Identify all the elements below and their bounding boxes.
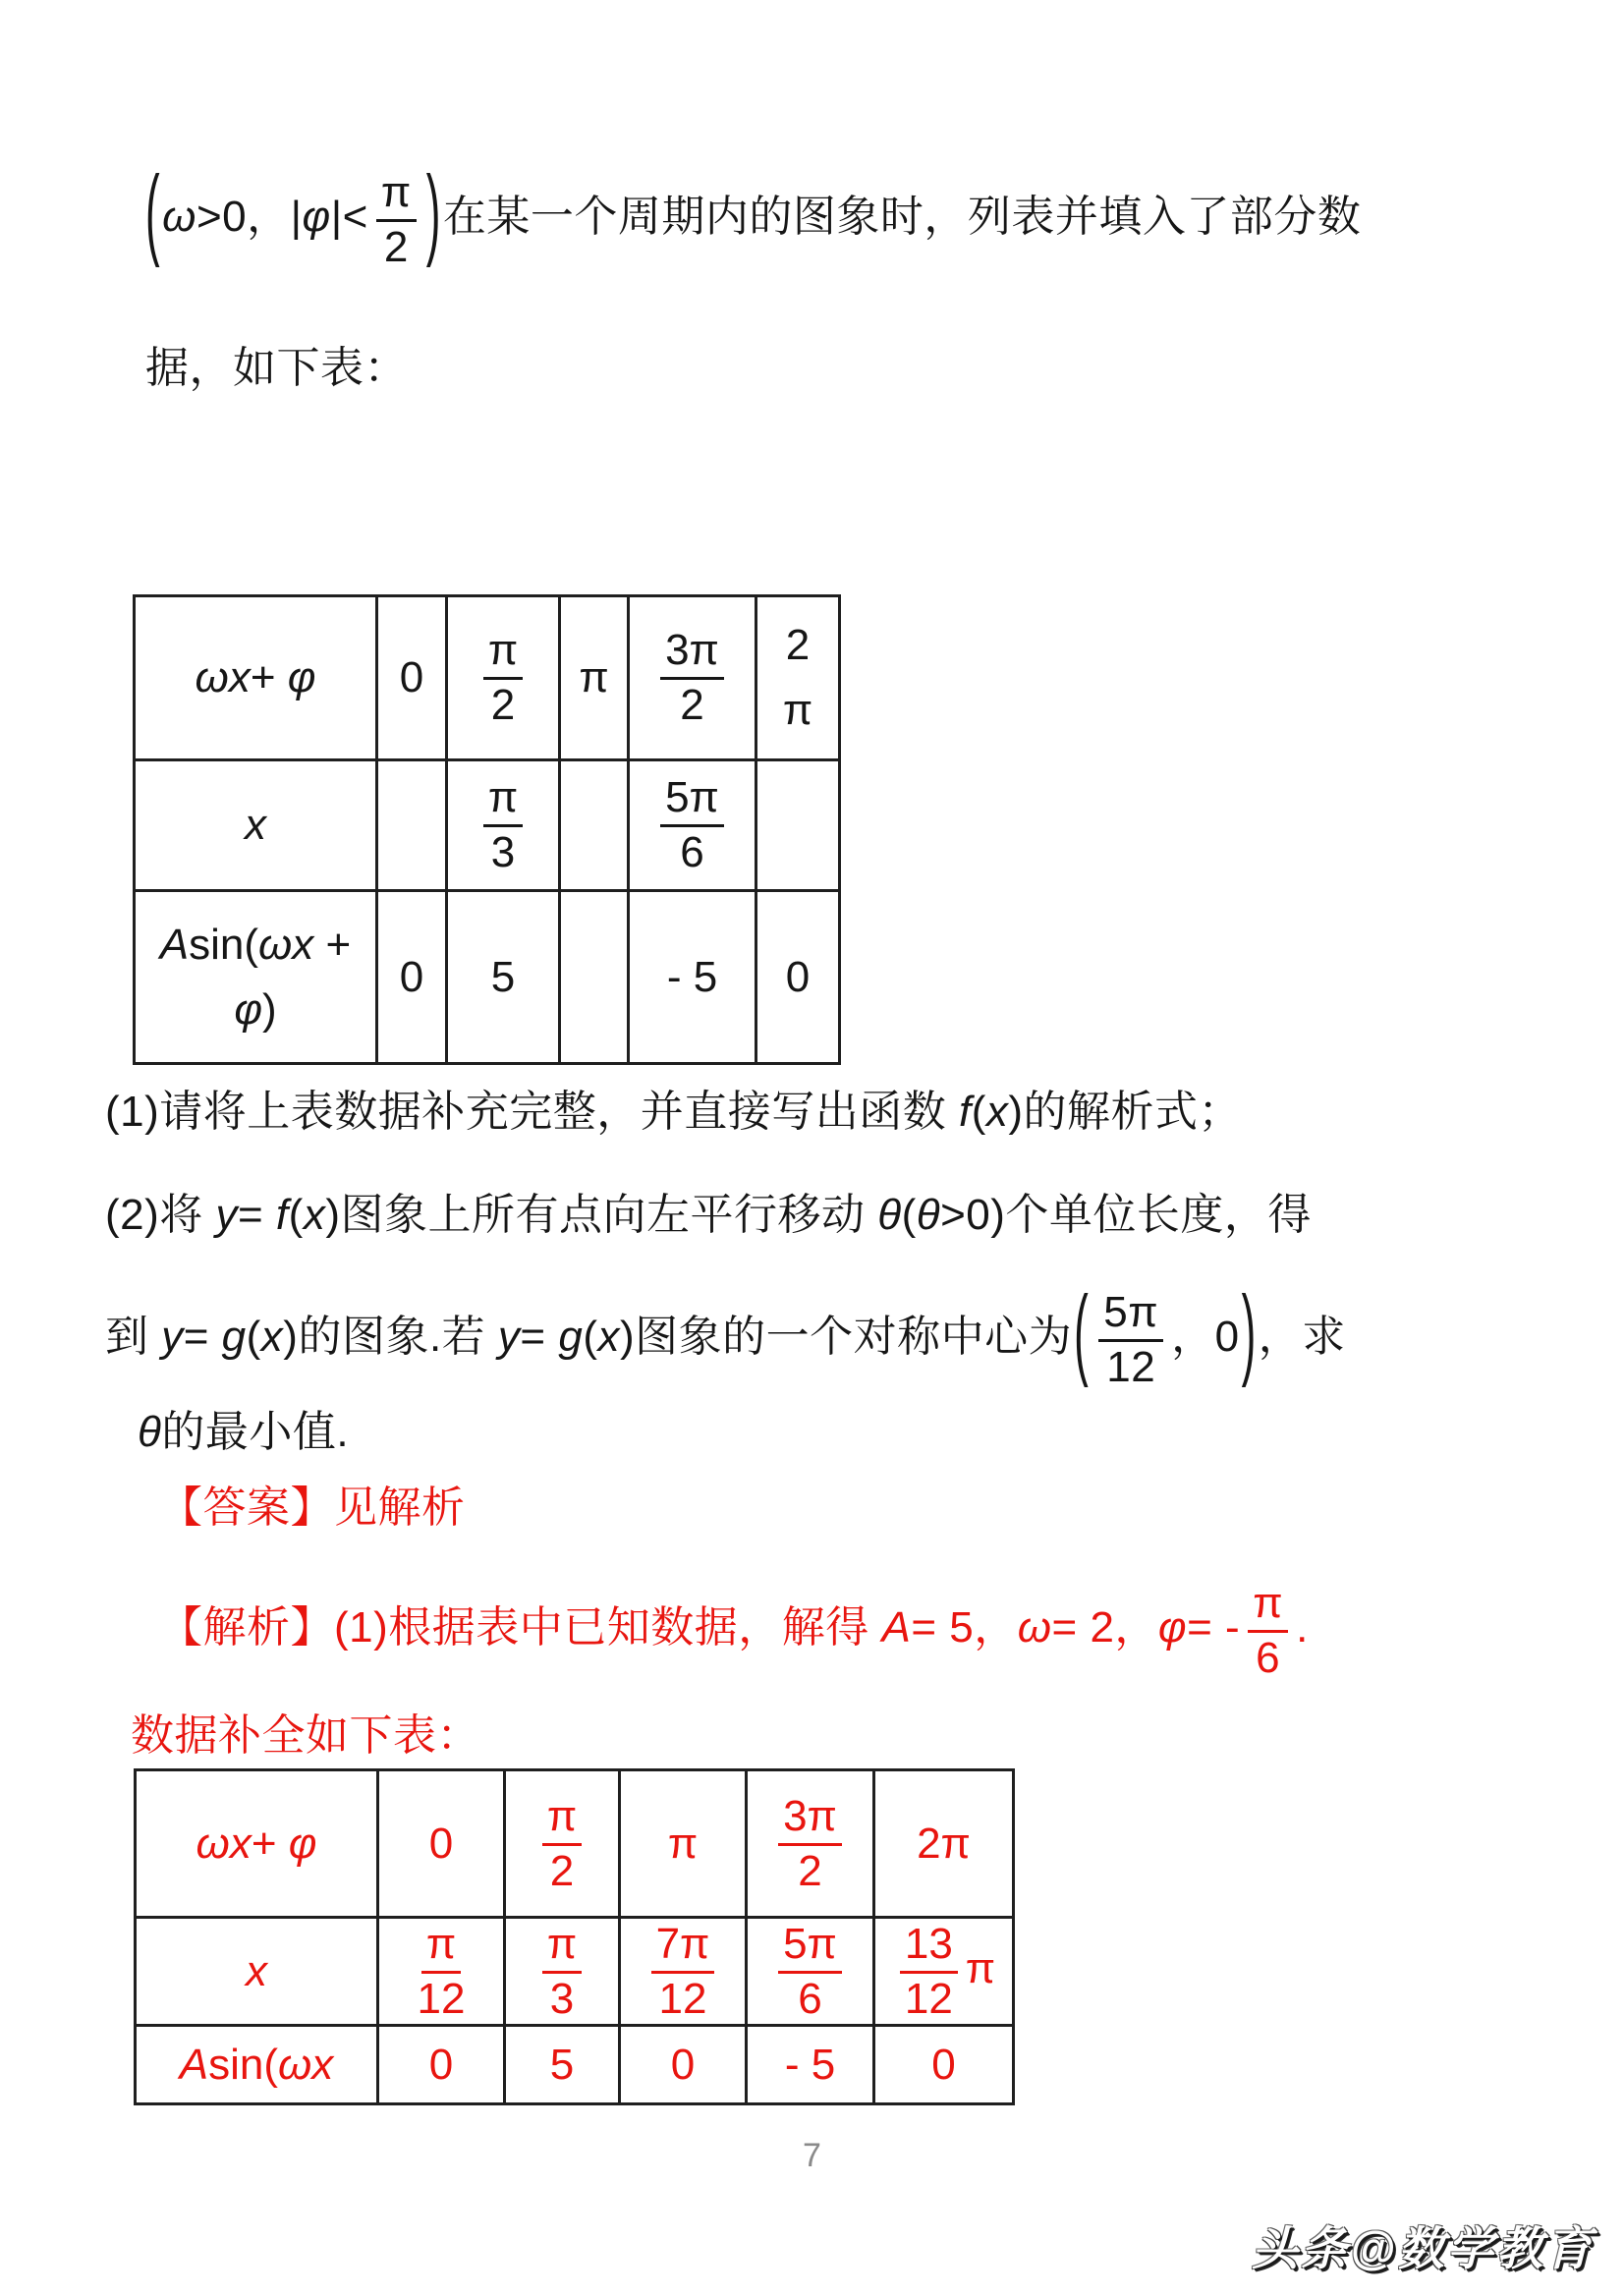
- table-cell: 5: [505, 2026, 620, 2104]
- table-row: [135, 891, 840, 1064]
- table-cell: [377, 760, 447, 891]
- page-number: 7: [803, 2137, 821, 2174]
- given-data-table: [133, 594, 841, 1065]
- table-row: [136, 1918, 1014, 2026]
- table-cell: π: [560, 596, 629, 760]
- row-label: x: [135, 760, 377, 891]
- table-cell: $\frac{7\pi}{12}$: [620, 1918, 747, 2026]
- completed-data-table: [134, 1768, 1015, 2105]
- row-label: ωx+ φ: [136, 1770, 378, 1918]
- table-cell: 0: [377, 596, 447, 760]
- row-label: Asin(ωx: [136, 2026, 378, 2104]
- table-cell: $\frac{\pi}{12}$: [378, 1918, 505, 2026]
- table-row: [136, 2026, 1014, 2104]
- table-cell: $\frac{\pi}{3}$: [505, 1918, 620, 2026]
- watermark-label: 头条@数学教育: [1252, 2222, 1595, 2274]
- problem-intro-line-1: (ω>0，|φ|< $\frac{\pi}{2}$ )在某一个周期内的图象时，列表并填入了部分数: [145, 155, 1362, 271]
- question-1-line: (1)请将上表数据补充完整，并直接写出函数 f(x)的解析式；: [105, 1088, 1243, 1136]
- problem-intro-line-2: 据，如下表：: [145, 344, 408, 392]
- table-cell: - 5: [747, 2026, 874, 2104]
- table-cell: [560, 891, 629, 1064]
- table-cell: 2π: [756, 596, 840, 760]
- table-cell: $\frac{3\pi}{2}$: [629, 596, 756, 760]
- table-cell: 0: [756, 891, 840, 1064]
- table-row: [136, 1770, 1014, 1918]
- table-cell: 0: [874, 2026, 1014, 2104]
- table-cell: [560, 760, 629, 891]
- table-cell: - 5: [629, 891, 756, 1064]
- table-row: [135, 596, 840, 760]
- question-2-line-2: 到 y= g(x)的图象.若 y= g(x)图象的一个对称中心为( $\frac{5\pi}{12}$ ，0)，求: [105, 1275, 1346, 1391]
- row-label: ωx+ φ: [135, 596, 377, 760]
- analysis-line-2: 数据补全如下表：: [131, 1711, 480, 1760]
- table-cell: $\frac{\pi}{2}$: [505, 1770, 620, 1918]
- table-cell: 2π: [874, 1770, 1014, 1918]
- analysis-line-1: 【解析】(1)根据表中已知数据，解得 A= 5，ω= 2，φ= - $\frac{\pi}{6}$ .: [159, 1579, 1309, 1682]
- table-cell: $\frac{\pi}{2}$: [447, 596, 560, 760]
- table-cell: 5: [447, 891, 560, 1064]
- table-cell: π: [620, 1770, 747, 1918]
- table-cell: 0: [378, 2026, 505, 2104]
- table-cell: $\frac{5\pi}{6}$: [747, 1918, 874, 2026]
- table-cell: 0: [377, 891, 447, 1064]
- table-cell: $\frac{3\pi}{2}$: [747, 1770, 874, 1918]
- table-cell: $\frac{\pi}{3}$: [447, 760, 560, 891]
- question-2-line-1: (2)将 y= f(x)图象上所有点向左平行移动 θ(θ>0)个单位长度，得: [105, 1191, 1312, 1239]
- table-cell: [756, 760, 840, 891]
- table-row: [135, 760, 840, 891]
- table-cell: $\frac{13}{12}$ π: [874, 1918, 1014, 2026]
- table-cell: $\frac{5\pi}{6}$: [629, 760, 756, 891]
- table-cell: 0: [620, 2026, 747, 2104]
- table-cell: 0: [378, 1770, 505, 1918]
- row-label: x: [136, 1918, 378, 2026]
- question-2-line-3: θ的最小值.: [138, 1408, 350, 1456]
- row-label: Asin(ωx + φ): [135, 891, 377, 1064]
- answer-line: 【答案】见解析: [159, 1484, 466, 1532]
